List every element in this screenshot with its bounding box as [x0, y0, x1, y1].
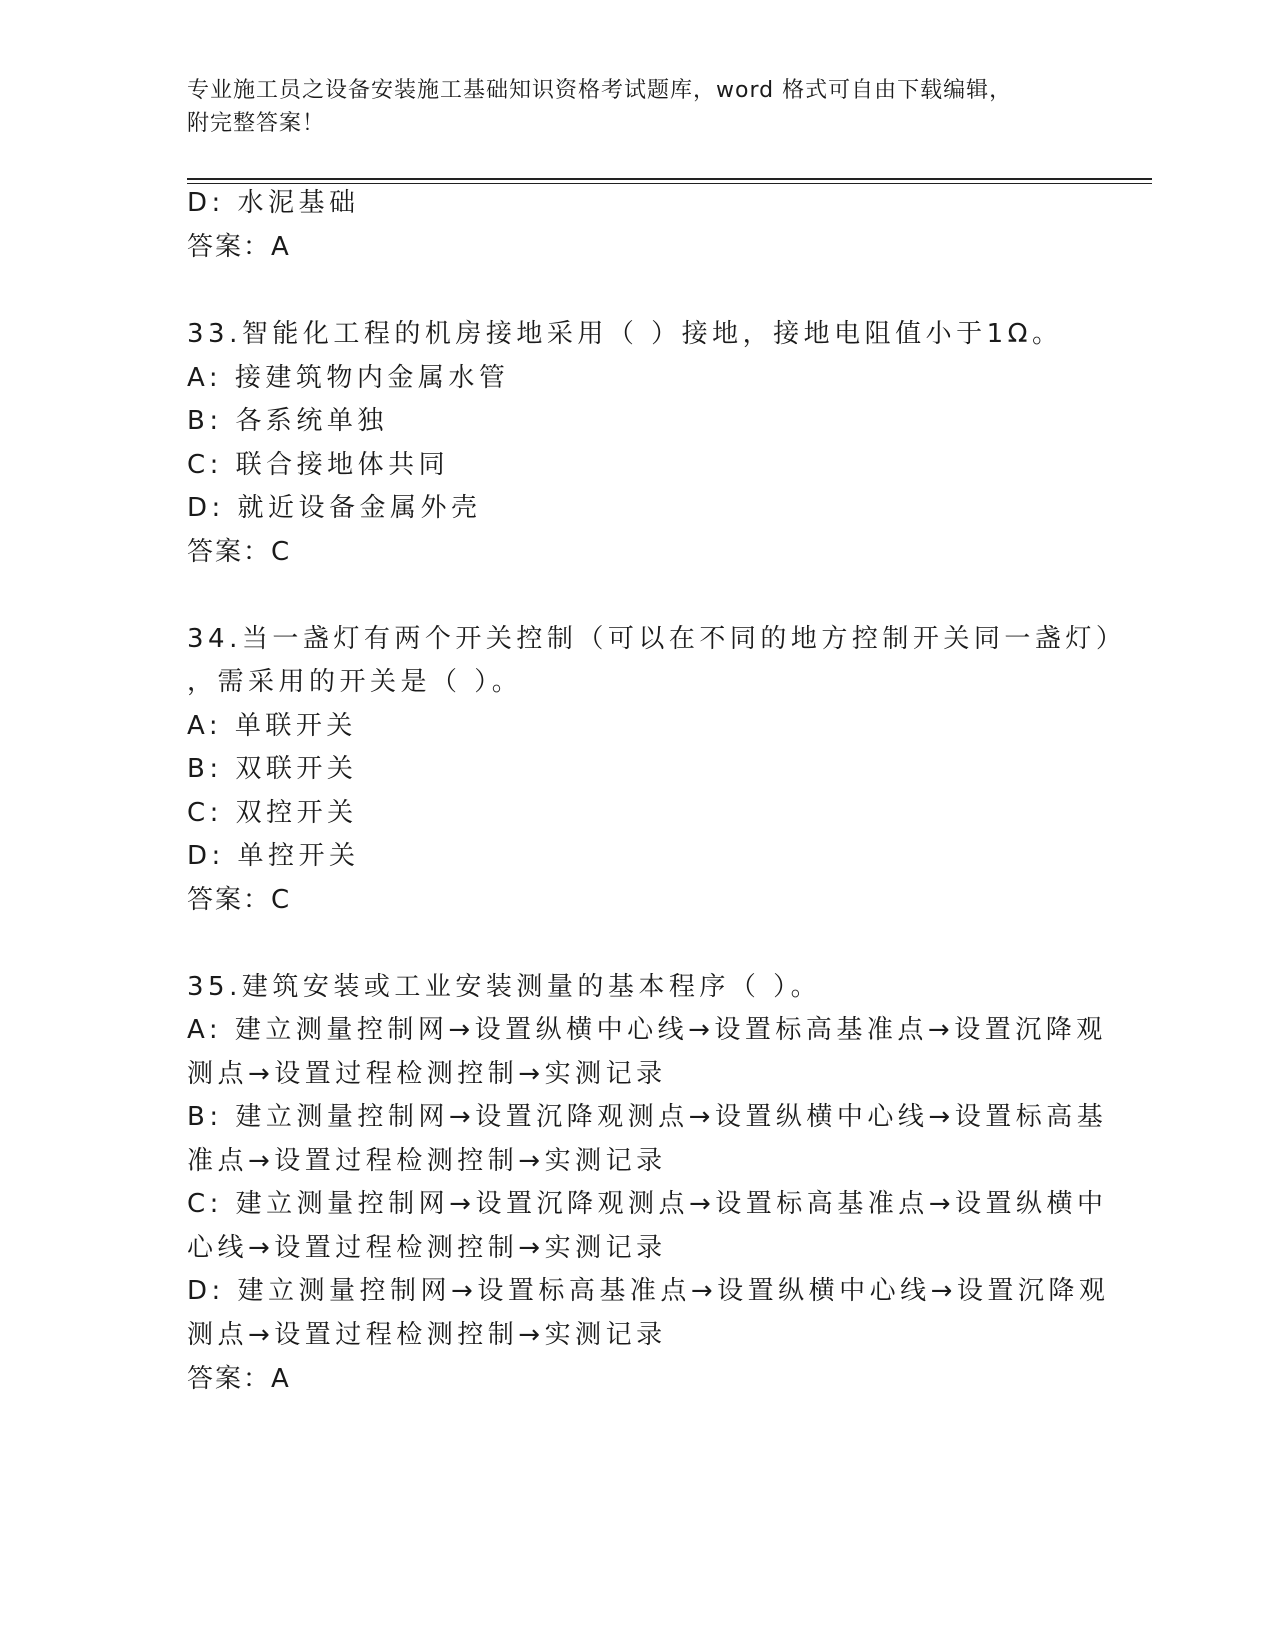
- q35-stem: 35.建筑安装或工业安装测量的基本程序（ ）。: [187, 972, 822, 1002]
- q33-stem: 33.智能化工程的机房接地采用（ ）接地，接地电阻值小于1Ω。: [187, 319, 1063, 349]
- q34-option-b: B: 双联开关: [187, 754, 358, 784]
- prev-option-d: D: 水泥基础: [187, 188, 360, 218]
- header-divider-thick: [187, 178, 1152, 180]
- header-title-line2: 附完整答案！: [187, 111, 326, 136]
- q35-option-a-line1: A: 建立测量控制网→设置纵横中心线→设置标高基准点→设置沉降观: [187, 1015, 1107, 1045]
- q34-answer: 答案：C: [187, 885, 292, 915]
- q35-option-a-line2: 测点→设置过程检测控制→实测记录: [187, 1059, 667, 1089]
- q34-option-a: A: 单联开关: [187, 711, 357, 741]
- q34-stem-line1: 34.当一盏灯有两个开关控制（可以在不同的地方控制开关同一盏灯）: [187, 624, 1127, 654]
- q35-option-d-line1: D: 建立测量控制网→设置标高基准点→设置纵横中心线→设置沉降观: [187, 1276, 1110, 1306]
- q33-option-c: C: 联合接地体共同: [187, 450, 450, 480]
- q35-answer: 答案：A: [187, 1364, 291, 1394]
- prev-answer: 答案：A: [187, 232, 291, 262]
- document-header: [187, 74, 1087, 140]
- q34-option-d: D: 单控开关: [187, 841, 360, 871]
- q35-option-c-line1: C: 建立测量控制网→设置沉降观测点→设置标高基准点→设置纵横中: [187, 1189, 1108, 1219]
- q35-option-b-line1: B: 建立测量控制网→设置沉降观测点→设置纵横中心线→设置标高基: [187, 1102, 1108, 1132]
- q35-option-d-line2: 测点→设置过程检测控制→实测记录: [187, 1320, 667, 1350]
- header-divider-thin: [187, 183, 1152, 184]
- q35-option-c-line2: 心线→设置过程检测控制→实测记录: [187, 1233, 667, 1263]
- q33-answer: 答案：C: [187, 537, 292, 567]
- header-title-line1: 专业施工员之设备安装施工基础知识资格考试题库，word 格式可自由下载编辑，: [187, 78, 1013, 103]
- q35-option-b-line2: 准点→设置过程检测控制→实测记录: [187, 1146, 667, 1176]
- q34-stem-line2: ，需采用的开关是（ ）。: [187, 667, 523, 697]
- q34-option-c: C: 双控开关: [187, 798, 358, 828]
- q33-option-a: A: 接建筑物内金属水管: [187, 363, 510, 393]
- q33-option-d: D: 就近设备金属外壳: [187, 493, 482, 523]
- q33-option-b: B: 各系统单独: [187, 406, 388, 436]
